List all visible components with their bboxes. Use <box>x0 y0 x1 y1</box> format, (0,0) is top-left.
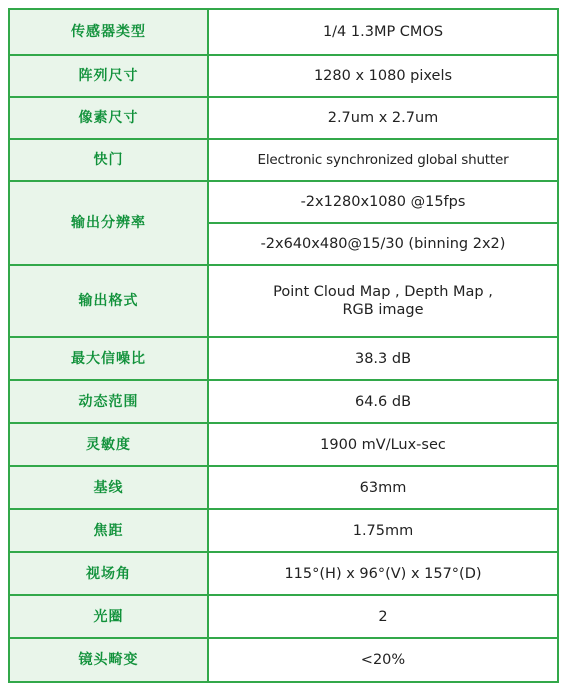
row-value: 1900 mV/Lux-sec <box>208 423 558 466</box>
row-label: 基线 <box>9 466 208 509</box>
table-row <box>9 423 558 466</box>
table-row <box>9 595 558 638</box>
row-label: 动态范围 <box>9 380 208 423</box>
table-row <box>9 181 558 223</box>
row-value: 2 <box>208 595 558 638</box>
row-label: 输出格式 <box>9 265 208 337</box>
spec-sheet <box>8 8 559 683</box>
table-row <box>9 552 558 595</box>
row-label: 视场角 <box>9 552 208 595</box>
table-row <box>9 466 558 509</box>
row-label: 输出分辨率 <box>9 181 208 265</box>
row-value: 64.6 dB <box>208 380 558 423</box>
row-label: 灵敏度 <box>9 423 208 466</box>
row-value: 1280 x 1080 pixels <box>208 55 558 97</box>
row-label: 阵列尺寸 <box>9 55 208 97</box>
table-row <box>9 265 558 337</box>
row-value: <20% <box>208 638 558 682</box>
row-label: 镜头畸变 <box>9 638 208 682</box>
row-value: 2.7um x 2.7um <box>208 97 558 139</box>
row-label: 传感器类型 <box>9 9 208 55</box>
row-value: 1/4 1.3MP CMOS <box>208 9 558 55</box>
table-row <box>9 337 558 380</box>
table-row <box>9 380 558 423</box>
table-row <box>9 55 558 97</box>
row-label: 像素尺寸 <box>9 97 208 139</box>
table-row <box>9 638 558 682</box>
row-value: 1.75mm <box>208 509 558 552</box>
value-line: Point Cloud Map , Depth Map , <box>273 284 493 300</box>
table-row <box>9 9 558 55</box>
value-line: RGB image <box>342 302 424 318</box>
row-value: 63mm <box>208 466 558 509</box>
row-label: 光圈 <box>9 595 208 638</box>
row-label: 快门 <box>9 139 208 181</box>
table-row <box>9 509 558 552</box>
spec-table <box>8 8 559 683</box>
row-label: 焦距 <box>9 509 208 552</box>
row-value: -2x1280x1080 @15fps <box>208 181 558 223</box>
row-value: -2x640x480@15/30 (binning 2x2) <box>208 223 558 265</box>
row-label: 最大信噪比 <box>9 337 208 380</box>
row-value <box>208 265 558 337</box>
row-value: Electronic synchronized global shutter <box>208 139 558 181</box>
row-value: 38.3 dB <box>208 337 558 380</box>
row-value: 115°(H) x 96°(V) x 157°(D) <box>208 552 558 595</box>
table-row <box>9 97 558 139</box>
table-row <box>9 139 558 181</box>
